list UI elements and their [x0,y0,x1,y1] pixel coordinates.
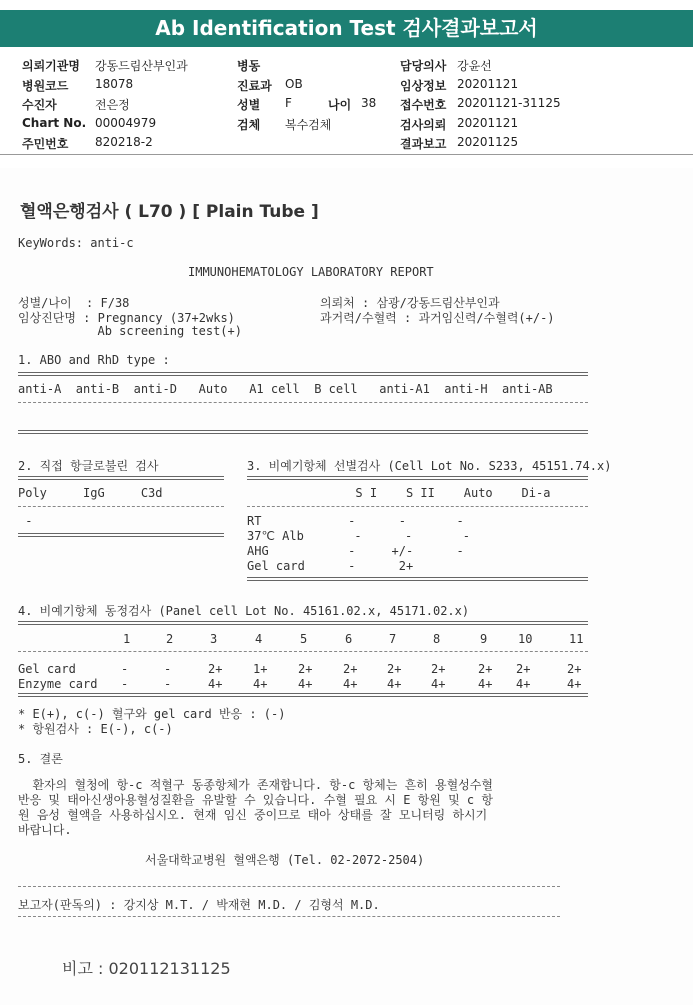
section-4-title: 4. 비예기항체 동정검사 (Panel cell Lot No. 45161.02.x, 45171.02.x) [18,604,470,618]
age-value: 38 [361,96,377,110]
clinical-dx-2: Ab screening test(+) [18,324,242,338]
header-key: 성별 [237,98,261,112]
panel-header: 4 [255,632,263,646]
header-divider [0,154,693,155]
panel-cell: 2+ [567,662,582,676]
header-key: Chart No. [22,115,87,130]
panel-cell: - [164,677,172,691]
panel-cell: 2+ [478,662,493,676]
hospital-line: 서울대학교병원 혈액은행 (Tel. 02-2072-2504) [145,853,425,867]
section-1-title: 1. ABO and RhD type : [18,353,170,367]
requester: 의뢰처 : 삼광/강동드림산부인과 [320,296,500,310]
panel-cell: - [164,662,172,676]
header-key: 주민번호 [22,137,69,151]
reporters: 보고자(판독의) : 강지상 M.T. / 박재현 M.D. / 김형석 M.D. [18,898,380,912]
header-key: 담당의사 [400,59,447,73]
panel-cell: 2+ [516,662,531,676]
header-value: 18078 [95,76,134,91]
note-1: * E(+), c(-) 혈구와 gel card 반응 : (-) [18,707,286,721]
section-3-row: Gel card - 2+ [247,559,414,573]
panel-cell: 2+ [208,662,223,676]
panel-cell: 4+ [253,677,268,691]
panel-cell: 2+ [431,662,446,676]
rule [18,476,224,480]
section-3-title: 3. 비예기항체 선별검사 (Cell Lot No. S233, 45151.74.x) [247,459,612,473]
header-value: 강동드림산부인과 [95,59,188,73]
rule [247,506,588,507]
conclusion-line: 바랍니다. [18,823,72,837]
panel-cell: 4+ [567,677,582,691]
panel-header: 6 [345,632,353,646]
header-value: 강윤선 [457,59,492,73]
panel-header: 10 [518,632,533,646]
rule [18,372,588,376]
header-value: 20201125 [457,135,519,149]
panel-cell: - [121,677,129,691]
panel-cell: 4+ [208,677,223,691]
panel-row-label: Enzyme card [18,677,98,691]
section-3-row: RT - - - [247,514,464,528]
header-value: 00004979 [95,115,157,130]
section-3-columns: S I S II Auto Di-a [247,486,551,500]
conclusion-line: 환자의 혈청에 항-c 적혈구 동종항체가 존재합니다. 항-c 항체는 흔히 용혈성수혈 [18,778,493,792]
rule [18,621,588,625]
panel-cell: 4+ [387,677,402,691]
rule [18,402,588,403]
note-2: * 항원검사 : E(-), c(-) [18,722,173,736]
header-value: 820218-2 [95,135,153,149]
section-3-row: AHG - +/- - [247,544,464,558]
age-label: 나이 [328,98,352,112]
panel-cell: 4+ [431,677,446,691]
panel-header: 5 [300,632,308,646]
panel-cell: 2+ [387,662,402,676]
section-5-title: 5. 결론 [18,752,63,766]
header-key: 결과보고 [400,137,447,151]
panel-header: 2 [166,632,174,646]
lab-title: IMMUNOHEMATOLOGY LABORATORY REPORT [188,265,434,279]
report-title: 혈액은행검사 ( L70 ) [ Plain Tube ] [20,202,319,222]
keywords: KeyWords: anti-c [18,236,134,250]
remark: 비고 : 020112131125 [62,959,231,978]
rule [18,693,588,697]
rule [18,533,224,537]
header-value: OB [285,76,303,91]
header-value: 20201121-31125 [457,96,561,110]
header-value: 20201121 [457,115,519,130]
panel-cell: 2+ [343,662,358,676]
report-banner: Ab Identification Test 검사결과보고서 [0,10,693,47]
header-key: 병원코드 [22,78,69,93]
panel-cell: 1+ [253,662,268,676]
section-2-title: 2. 직접 항글로불린 검사 [18,459,159,473]
panel-cell: - [121,662,129,676]
panel-cell: 4+ [478,677,493,691]
clinical-dx: 임상진단명 : Pregnancy (37+2wks) [18,311,235,325]
header-key: 임상정보 [400,78,447,93]
panel-cell: 2+ [298,662,313,676]
header-key: 진료과 [237,78,272,93]
rule [18,651,588,652]
header-key: 검사의뢰 [400,117,447,132]
panel-header: 7 [389,632,397,646]
section-2-columns: Poly IgG C3d [18,486,163,500]
section-3-row: 37℃ Alb - - - [247,529,470,543]
rule [247,476,588,480]
panel-cell: 4+ [343,677,358,691]
section-1-columns: anti-A anti-B anti-D Auto A1 cell B cell anti-A1 anti-H anti-AB [18,382,553,396]
sex-age: 성별/나이 : F/38 [18,296,130,310]
panel-header: 8 [433,632,441,646]
panel-header: 9 [480,632,488,646]
rule [18,506,224,507]
header-key: 병동 [237,59,261,73]
panel-cell: 4+ [516,677,531,691]
header-key: 접수번호 [400,98,447,112]
rule [18,886,560,887]
header-value: F [285,96,292,110]
header-value: 복수검체 [285,117,332,132]
rule [18,916,560,917]
panel-cell: 4+ [298,677,313,691]
rule [18,430,588,434]
header-key: 수진자 [22,98,57,112]
panel-row-label: Gel card [18,662,76,676]
panel-header: 11 [569,632,584,646]
conclusion-line: 원 음성 혈액을 사용하십시오. 현재 임신 중이므로 태아 상태를 잘 모니터링 하시기 [18,808,488,822]
conclusion-line: 반응 및 태아신생아용혈성질환을 유발할 수 있습니다. 수혈 필요 시 E 항원 및 c 항 [18,793,493,807]
header-value: 20201121 [457,76,519,91]
header-key: 검체 [237,117,261,132]
history: 과거력/수혈력 : 과거임신력/수혈력(+/-) [320,311,555,325]
section-2-values: - [18,514,33,528]
panel-header: 1 [123,632,131,646]
rule [247,577,588,581]
header-key: 의뢰기관명 [22,59,80,73]
panel-header: 3 [210,632,218,646]
header-value: 전은정 [95,98,130,112]
